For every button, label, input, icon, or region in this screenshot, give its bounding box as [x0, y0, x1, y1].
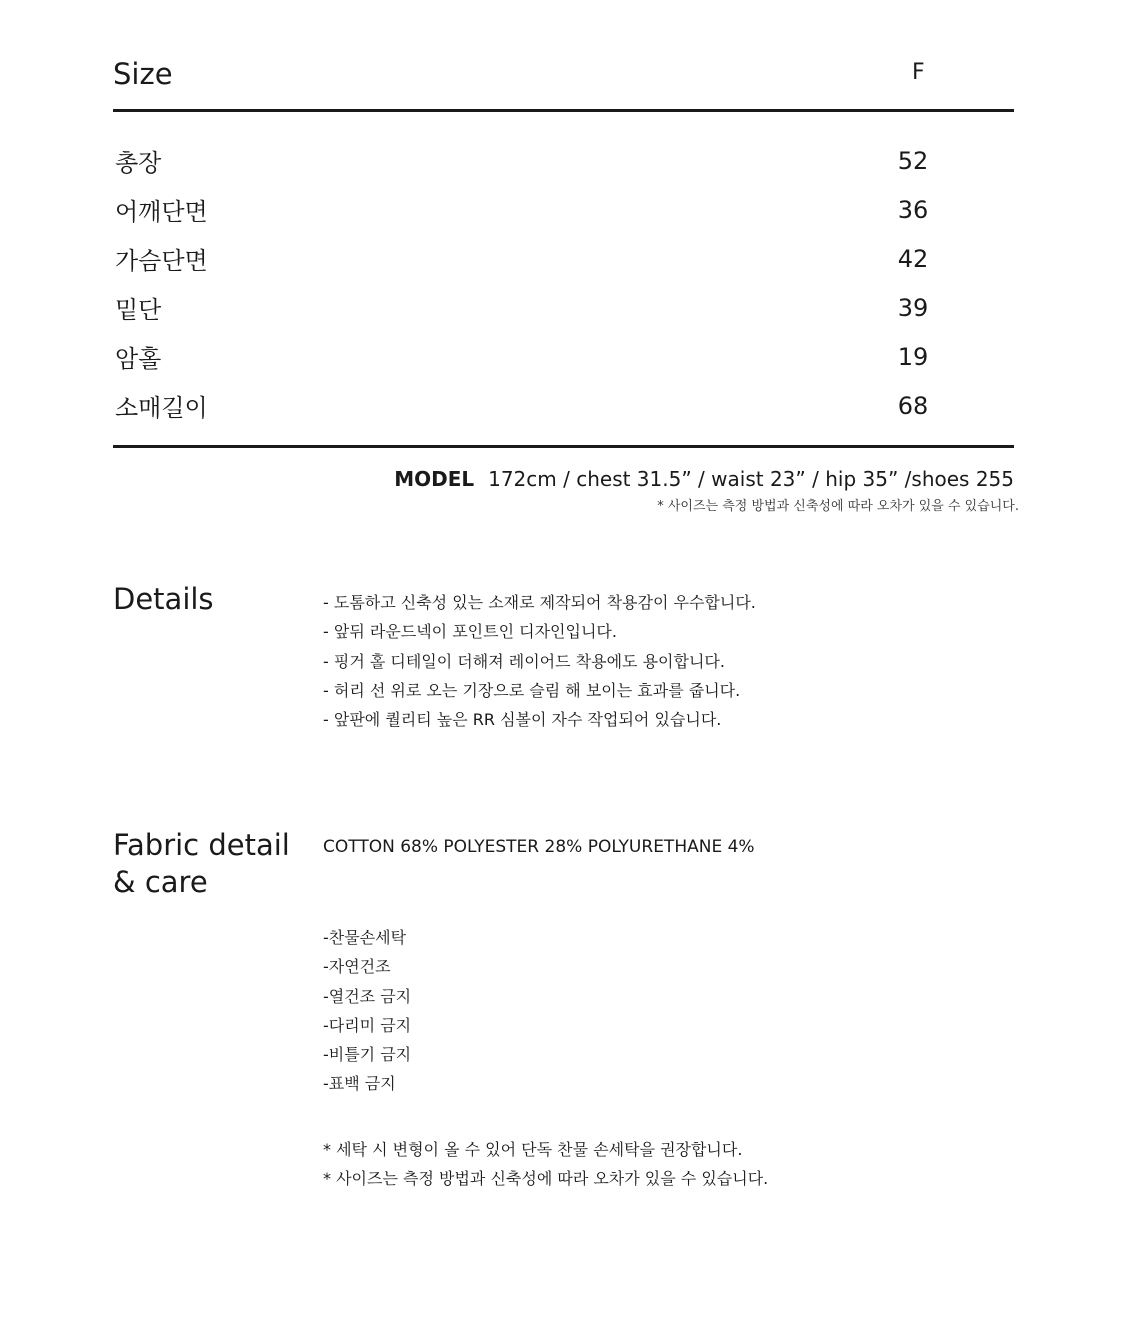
size-row-chest	[113, 234, 943, 283]
size-row-value: 36	[897, 195, 929, 224]
size-row-label: 밑단	[115, 296, 162, 324]
care-notes	[323, 1135, 768, 1194]
size-row-label: 소매길이	[115, 394, 208, 422]
size-row-value: 19	[897, 342, 929, 371]
model-measurements: 172cm / chest 31.5” / waist 23” / hip 35” /shoes 255	[488, 467, 1014, 491]
care-item: -열건조 금지	[323, 986, 412, 1006]
details-item: - 도톰하고 신축성 있는 소재로 제작되어 착용감이 우수합니다.	[323, 593, 756, 612]
size-row-total-length	[113, 136, 943, 185]
size-row-hem	[113, 283, 943, 332]
model-info	[394, 464, 1014, 494]
table-top-divider	[113, 109, 1014, 112]
model-note: * 사이즈는 측정 방법과 신축성에 따라 오차가 있을 수 있습니다.	[657, 499, 1019, 514]
care-item: -자연건조	[323, 957, 391, 977]
size-row-label: 어깨단면	[115, 198, 208, 226]
table-bottom-divider	[113, 445, 1014, 448]
details-title: Details	[113, 582, 214, 616]
care-note: * 세탁 시 변형이 올 수 있어 단독 찬물 손세탁을 권장합니다.	[323, 1140, 743, 1159]
fabric-title	[113, 827, 290, 901]
size-row-armhole	[113, 332, 943, 381]
size-row-value: 42	[897, 244, 929, 273]
details-list	[323, 588, 756, 734]
care-item: -다리미 금지	[323, 1015, 412, 1035]
size-row-label: 가슴단면	[115, 247, 208, 275]
size-row-sleeve	[113, 381, 943, 430]
size-column-header: F	[912, 60, 925, 85]
care-item: -비틀기 금지	[323, 1045, 412, 1065]
care-item: -표백 금지	[323, 1074, 396, 1094]
size-row-value: 52	[897, 146, 929, 175]
size-table-title: Size	[113, 57, 173, 91]
size-row-label: 총장	[115, 149, 162, 177]
size-row-value: 39	[897, 293, 929, 322]
details-item: - 앞뒤 라운드넥이 포인트인 디자인입니다.	[323, 622, 617, 642]
care-item: -찬물손세탁	[323, 928, 407, 947]
care-note: * 사이즈는 측정 방법과 신축성에 따라 오차가 있을 수 있습니다.	[323, 1169, 769, 1189]
model-label: MODEL	[394, 467, 475, 491]
size-row-shoulder	[113, 185, 943, 234]
fabric-title-line1: Fabric detail	[113, 828, 290, 862]
fabric-title-line2: & care	[113, 865, 208, 899]
details-item: - 핑거 홀 디테일이 더해져 레이어드 착용에도 용이합니다.	[323, 651, 725, 671]
care-list	[323, 923, 411, 1099]
fabric-composition: COTTON 68% POLYESTER 28% POLYURETHANE 4%	[323, 837, 755, 857]
details-item: - 허리 선 위로 오는 기장으로 슬림 해 보이는 효과를 줍니다.	[323, 680, 741, 700]
size-row-value: 68	[897, 391, 929, 420]
details-item: - 앞판에 퀄리티 높은 RR 심볼이 자수 작업되어 있습니다.	[323, 710, 722, 730]
size-row-label: 암홀	[115, 345, 162, 373]
size-table-body	[113, 136, 943, 430]
